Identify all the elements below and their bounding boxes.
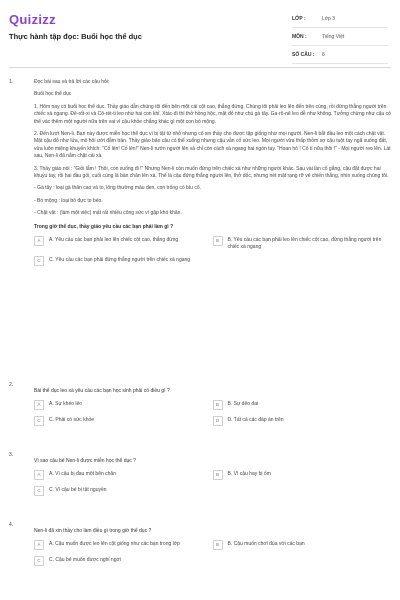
option-letter-box: A	[34, 540, 44, 550]
option-letter-box: B	[213, 236, 223, 246]
answer-option-a[interactable]	[34, 401, 213, 410]
question-3	[9, 452, 391, 503]
passage-paragraph: 3. Thầy giáo nói : "Giỏi lắm ! Thôi, con xuống đi !" Nhưng Nen-li còn muốn đứng trên chiếc xà như những người khác. Sau vài lần cố gắng, cậu đặt được hai khuỷu tay, rồi hai đầu gối, cuối cùng là bàn chân lên xà. Thế là cậu đứng thẳng người lên, thở dốc, nhưng nét mặt rạng rỡ vẻ chiến thắng, nhìn xuống chúng tôi.	[34, 165, 389, 180]
glossary-item: - Chật vật : (làm một việc) mất rất nhiều công sức vì gặp khó khăn.	[34, 210, 182, 217]
worksheet-title: Thực hành tập đọc: Buổi học thể dục	[9, 32, 142, 41]
option-letter-box: A	[34, 400, 44, 410]
worksheet-meta	[292, 10, 388, 64]
meta-subject	[292, 28, 388, 46]
option-letter-box: A	[34, 470, 44, 480]
option-text: A. Sự khéo léo	[49, 401, 83, 408]
answer-options	[34, 541, 391, 573]
header-divider	[9, 67, 391, 68]
answer-option-b[interactable]	[213, 471, 392, 480]
option-letter-box: B	[213, 470, 223, 480]
option-letter-box: B	[213, 540, 223, 550]
glossary-item: - Bò mộng : loại bò đực to béo.	[34, 197, 103, 204]
question-2	[9, 382, 391, 433]
answer-option-b[interactable]	[213, 541, 392, 550]
option-letter-box: D	[213, 416, 223, 426]
question-1	[9, 79, 391, 273]
question-text: Trong giờ thể dục, thầy giáo yêu cầu các bạn phải làm gì ?	[34, 223, 174, 230]
passage-paragraph: 2. Đến lượt Nen-li. Bạn này được miễn học thể dục vì bị tật từ nhỏ nhưng cố xin thầy cho được tập giống như mọi người. Nen-li bắt đầu leo một cách chật vật. Mặt cậu đỏ như lửa, mồ hôi ướt đẫm trán. Thầy giáo bảo cậu có thể xuống nhưng cậu vẫn cố sức leo. Mọi người vừa thấp thỏm sợ cậu tuột tay ngã xuống đất, vừa luôn miệng khuyến khích: "Cố lên! Cố lên!" Nen-li rướn người lên và chỉ còn cách xà ngang hai ngón tay. "Hoan hô ! Cố tí nữa thôi !" - Mọi người reo lên. Lát sau, Nen-li đã nắm chặt cái xà.	[34, 131, 391, 160]
answer-options	[34, 471, 391, 503]
answer-options	[34, 237, 391, 273]
question-instruction: Đọc bài sau và trả lời các câu hỏi:	[34, 79, 110, 85]
question-number: 2.	[9, 382, 14, 388]
brand-logo: Quizizz	[9, 12, 56, 27]
option-letter-box: C	[34, 256, 44, 266]
option-text: C. Phải có sức khỏe	[49, 417, 95, 424]
option-letter-box: A	[34, 236, 44, 246]
passage-title: Buổi học thể dục	[34, 91, 72, 98]
meta-grade	[292, 10, 388, 28]
option-letter-box: C	[34, 556, 44, 566]
answer-option-b[interactable]	[213, 237, 392, 250]
option-text: B. Yêu cầu các bạn phải leo lên chiếc cột cao, đứng thẳng người trên chiếc xà ngang	[227, 237, 382, 250]
passage-paragraph: 1. Hôm nay có buổi học thể dục. Thầy giáo dẫn chúng tôi đến bên một cái cột cao, thẳng đứng. Chúng tôi phải leo lên đến trên cùng, rồi đứng thẳng người trên chiếc xà ngang. Đê-rốt-xi và Cô-rét-ti leo như hai con khỉ. Xtác-đi thì thở hồng hộc, mặt đỏ như chú gà tây. Ga-rô-nê leo dễ như không. Tưởng chừng như cậu có thể vác thêm một người nữa trên vai vì cậu khỏe chẳng khác gì một con bò mộng.	[34, 103, 391, 125]
option-text: A. Vì cậu bị đau một bên chân	[49, 471, 116, 478]
option-text: C. Vì cậu bé bị tật nguyền	[49, 487, 107, 494]
option-letter-box: C	[34, 416, 44, 426]
question-number: 1.	[9, 79, 14, 85]
answer-option-a[interactable]	[34, 237, 213, 250]
option-text: C. Yêu cầu các bạn phải đứng thẳng người trên chiếc xà ngang	[49, 257, 191, 264]
answer-option-d[interactable]	[213, 417, 392, 426]
answer-option-a[interactable]	[34, 541, 213, 550]
option-text: D. Tất cả các đáp án trên	[227, 417, 284, 424]
question-text: Nen-li đã xin thầy cho làm điều gì trong giờ thể dục ?	[34, 528, 152, 534]
option-text: B. Vì cậu hay bị ốm	[227, 471, 271, 478]
answer-option-a[interactable]	[34, 471, 213, 480]
question-4	[9, 522, 391, 573]
question-number: 3.	[9, 452, 14, 458]
meta-key: SỐ CÂU :	[292, 51, 315, 58]
option-text: B. Sự dẻo dai	[227, 401, 259, 408]
meta-value: Lớp 3	[322, 15, 336, 22]
answer-option-c[interactable]	[34, 417, 213, 426]
answer-option-c[interactable]	[34, 557, 213, 566]
meta-key: MÔN :	[292, 33, 307, 40]
option-text: A. Cậu muốn được leo lên cột giống như các bạn trong lớp	[49, 541, 180, 548]
option-text: C. Cậu bé muốn được nghỉ ngơi	[49, 557, 121, 564]
answer-option-b[interactable]	[213, 401, 392, 410]
option-letter-box: C	[34, 486, 44, 496]
answer-options	[34, 401, 391, 433]
meta-value: 8	[322, 51, 325, 58]
meta-value: Tiếng Việt	[322, 33, 345, 40]
answer-option-c[interactable]	[34, 257, 213, 266]
answer-option-c[interactable]	[34, 487, 213, 496]
meta-question-count	[292, 46, 388, 64]
question-text: Bài thể dục leo xà yêu cầu các bạn học sinh phải có điều gì ?	[34, 388, 170, 394]
glossary-item: - Gà tây : loại gà thân cao và to, lông thường màu đen, con trống có bìu cổ.	[34, 185, 202, 192]
question-number: 4.	[9, 522, 14, 528]
option-letter-box: B	[213, 400, 223, 410]
meta-key: LỚP :	[292, 15, 306, 22]
option-text: B. Cậu muốn chơi đùa với các bạn	[227, 541, 305, 548]
option-text: A. Yêu cầu các bạn phải leo lên chiếc cột cao, thẳng đứng	[49, 237, 179, 244]
question-text: Vì sao cậu bé Nen-li được miễn học thể dục ?	[34, 458, 136, 464]
